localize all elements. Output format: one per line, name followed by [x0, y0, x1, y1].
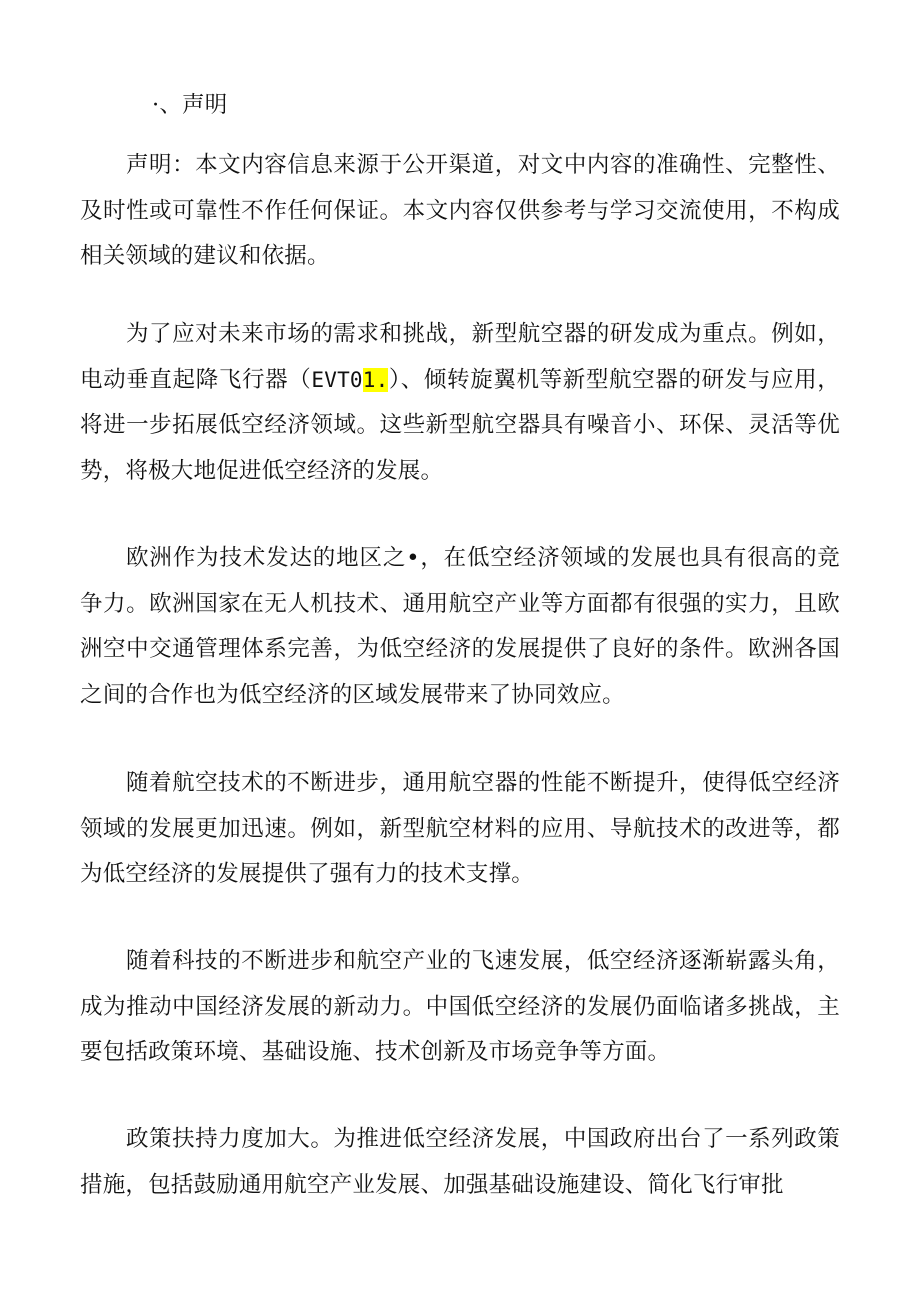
paragraph-text-before: 为了应对未来市场的需求和挑战，新型航空器的研发成为重点。例如，电动垂直起降飞行器（	[80, 321, 840, 393]
paragraph-text-after: ）、倾转旋翼机等新型航空器的研发与应用，将进一步拓展低空经济领域。这些新型航空器具有噪音小、环保、灵活等优势，将极大地促进低空经济的发展。	[80, 366, 840, 484]
policy-paragraph: 政策扶持力度加大。为推进低空经济发展，中国政府出台了一系列政策措施，包括鼓励通用航空产业发展、加强基础设施建设、简化飞行审批	[80, 1126, 840, 1198]
disclaimer-paragraph: 声明：本文内容信息来源于公开渠道，对文中内容的准确性、完整性、及时性或可靠性不作任何保证。本文内容仅供参考与学习交流使用，不构成相关领域的建议和依据。	[80, 152, 840, 269]
evtol-code-text: EVT0	[311, 367, 363, 392]
highlighted-text: 1.	[362, 367, 389, 392]
new-aircraft-paragraph	[80, 312, 840, 494]
technology-paragraph: 随着航空技术的不断进步，通用航空器的性能不断提升，使得低空经济领域的发展更加迅速。例如，新型航空材料的应用、导航技术的改进等，都为低空经济的发展提供了强有力的技术支撑。	[80, 770, 840, 887]
section-heading: ·、声明	[152, 92, 228, 118]
europe-paragraph: 欧洲作为技术发达的地区之•，在低空经济领域的发展也具有很高的竞争力。欧洲国家在无人机技术、通用航空产业等方面都有很强的实力，且欧洲空中交通管理体系完善，为低空经济的发展提供了良好的条件。欧洲各国之间的合作也为低空经济的区域发展带来了协同效应。	[80, 545, 840, 708]
china-challenges-paragraph: 随着科技的不断进步和航空产业的飞速发展，低空经济逐渐崭露头角，成为推动中国经济发展的新动力。中国低空经济的发展仍面临诸多挑战，主要包括政策环境、基础设施、技术创新及市场竞争等方面。	[80, 948, 840, 1065]
